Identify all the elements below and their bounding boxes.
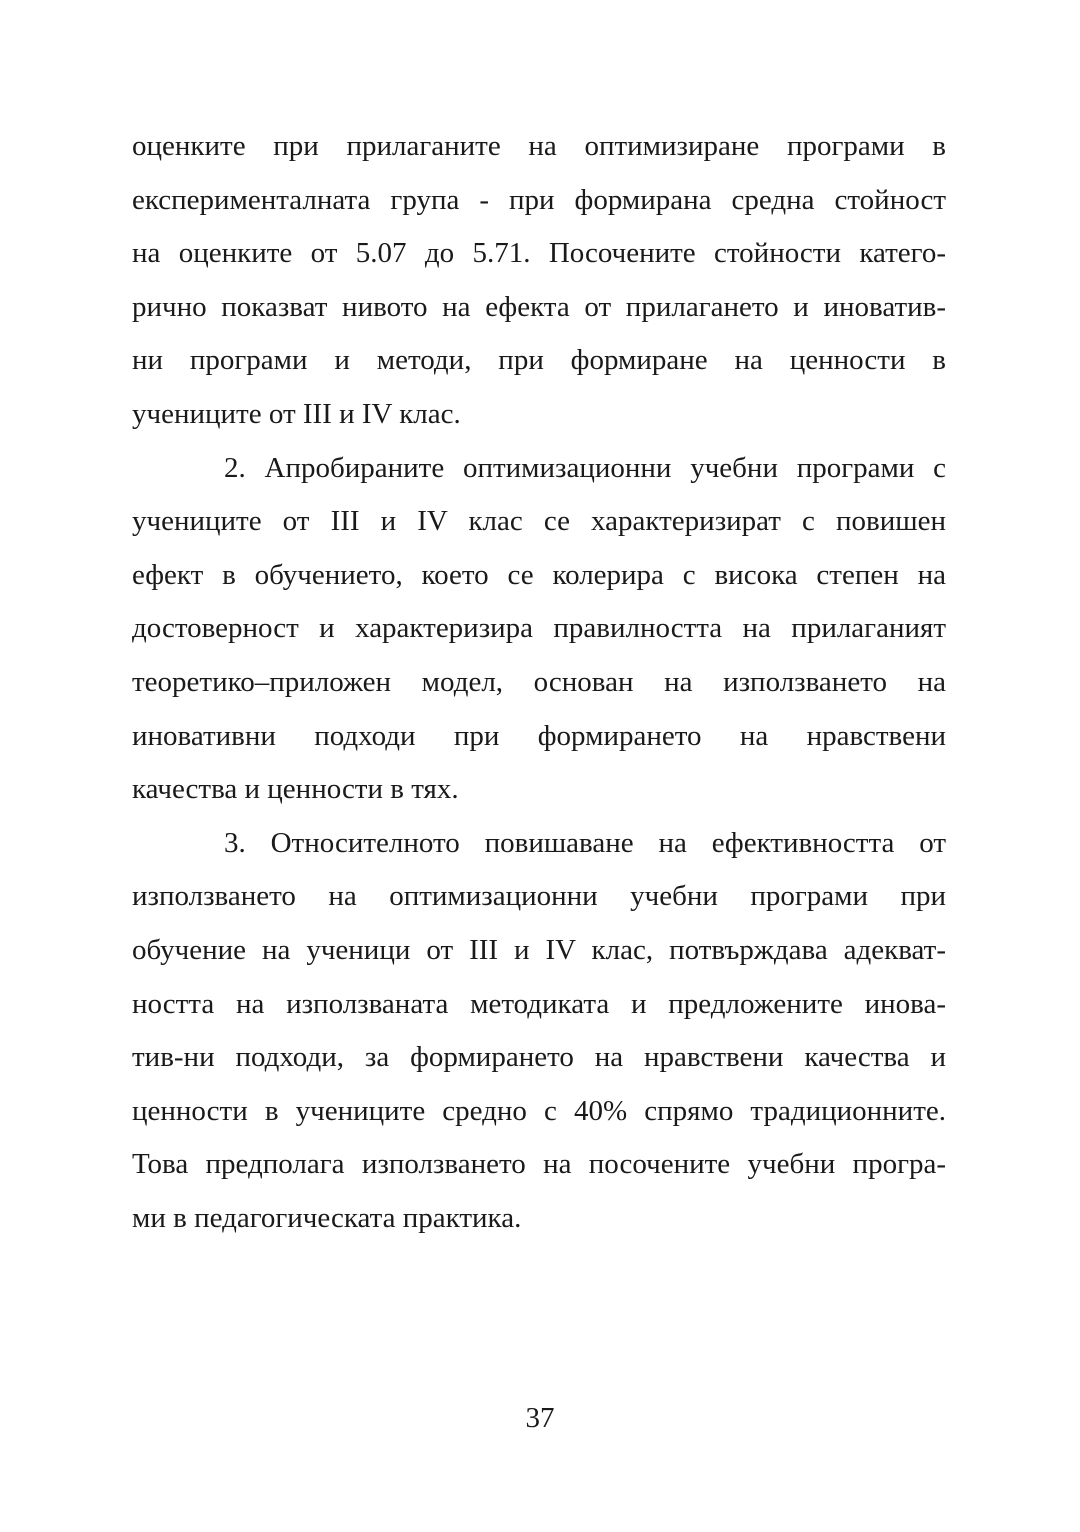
text-line: качества и ценности в тях. [132,773,459,806]
text-line: теоретико–приложен модел, основан на използването на [132,665,946,698]
text-line: ни програми и методи, при формиране на ценности в [132,344,946,377]
text-line: иновативни подходи при формирането на нравствени [132,719,946,752]
text-line: ността на използваната методиката и предложените инова- [132,987,946,1020]
body-text [132,120,946,1245]
text-line: 2. Апробираните оптимизационни учебни програми с [224,451,946,484]
text-line: на оценките от 5.07 до 5.71. Посочените стойности катего- [132,237,946,270]
text-line: ценности в учениците средно с 40% спрямо традиционните. [132,1094,946,1127]
text-line: рично показват нивото на ефекта от прилагането и иноватив- [132,290,946,323]
text-line: експерименталната група - при формирана средна стойност [132,183,946,216]
text-line: 3. Относителното повишаване на ефективността от [224,826,946,859]
text-line: ми в педагогическата практика. [132,1201,522,1234]
text-line: учениците от III и IV клас. [132,397,461,430]
text-line: ефект в обучението, което се колерира с висока степен на [132,558,946,591]
page-number: 37 [525,1402,555,1434]
text-line: Това предполага използването на посочените учебни програ- [132,1148,946,1181]
paragraph-3 [132,817,946,1246]
text-line: достоверност и характеризира правилността на прилаганият [132,612,946,645]
text-line: тив-ни подходи, за формирането на нравствени качества и [132,1041,946,1074]
text-line: използването на оптимизационни учебни програми при [132,880,946,913]
text-line: учениците от III и IV клас се характеризират с повишен [132,505,946,538]
paragraph-2 [132,442,946,817]
text-line: обучение на ученици от III и IV клас, потвърждава адекват- [132,933,946,966]
text-line: оценките при прилаганите на оптимизиране програми в [132,130,946,162]
paragraph-1 [132,120,946,442]
